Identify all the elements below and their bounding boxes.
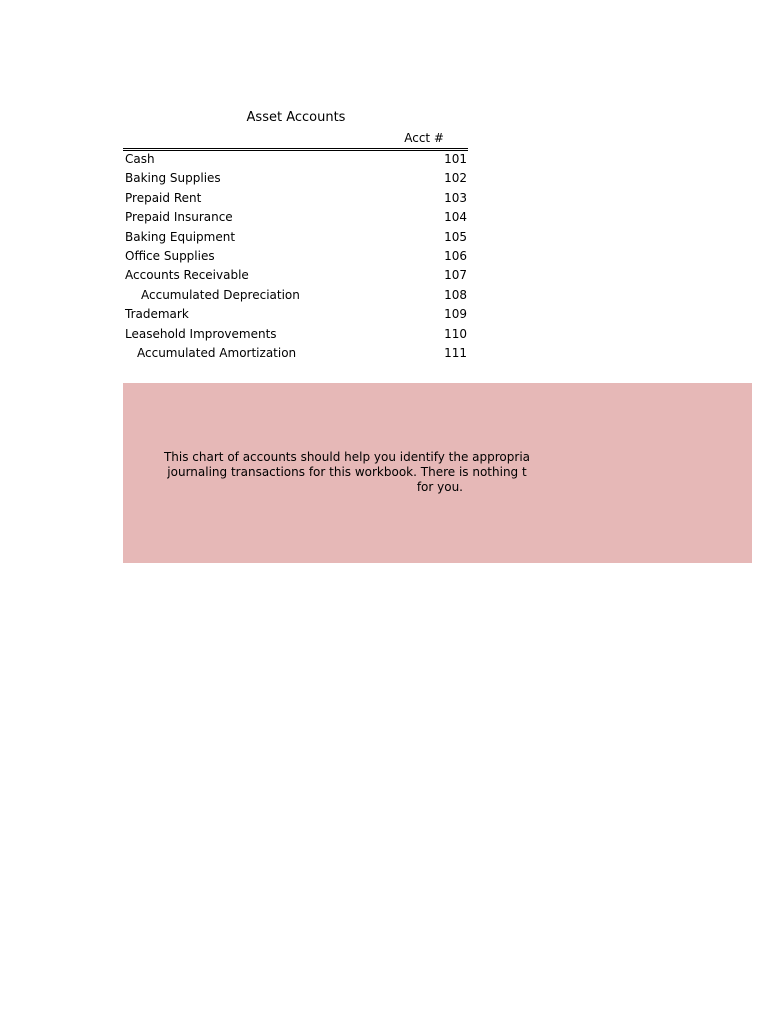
table-row xyxy=(124,266,467,285)
account-number: 107 xyxy=(444,268,467,283)
page-title: Asset Accounts xyxy=(246,110,346,125)
account-name: Accumulated Depreciation xyxy=(141,287,300,302)
account-name: Cash xyxy=(125,152,155,166)
account-name: Accumulated Amortization xyxy=(137,345,297,360)
account-number: 109 xyxy=(444,307,467,322)
account-number: 103 xyxy=(444,190,467,205)
table-row xyxy=(124,325,467,344)
account-name: Accounts Receivable xyxy=(125,268,249,283)
account-number: 105 xyxy=(444,229,467,244)
account-name: Baking Equipment xyxy=(125,229,236,244)
account-number: 111 xyxy=(444,345,467,360)
table-row xyxy=(124,208,467,227)
table-row xyxy=(124,228,467,247)
account-name: Prepaid Insurance xyxy=(125,210,233,225)
table-row xyxy=(124,286,467,305)
table-row xyxy=(124,247,467,266)
account-number: 104 xyxy=(444,210,467,225)
account-name: Trademark xyxy=(125,307,189,322)
note-text-clip xyxy=(123,383,531,563)
instruction-note-text xyxy=(127,450,567,495)
account-number: 108 xyxy=(444,287,467,302)
note-line-1: This chart of accounts should help you identify the appropria xyxy=(163,450,531,464)
table-row xyxy=(124,150,467,169)
table-row xyxy=(124,169,467,188)
table-row xyxy=(124,344,467,363)
account-name: Prepaid Rent xyxy=(125,190,202,205)
accounts-table xyxy=(124,150,467,363)
table-row xyxy=(124,305,467,324)
table-row xyxy=(124,189,467,208)
account-name: Office Supplies xyxy=(125,248,215,263)
account-number: 110 xyxy=(444,326,467,341)
account-number: 106 xyxy=(444,248,467,263)
acct-number-header: Acct # xyxy=(404,131,444,145)
account-number: 101 xyxy=(444,152,467,166)
instruction-note-box xyxy=(123,383,752,563)
note-line-2: journaling transactions for this workbook. There is nothing t xyxy=(167,465,527,479)
note-line-3: for you. xyxy=(416,480,463,494)
account-name: Leasehold Improvements xyxy=(125,326,277,341)
account-name: Baking Supplies xyxy=(125,171,221,186)
account-number: 102 xyxy=(444,171,467,186)
